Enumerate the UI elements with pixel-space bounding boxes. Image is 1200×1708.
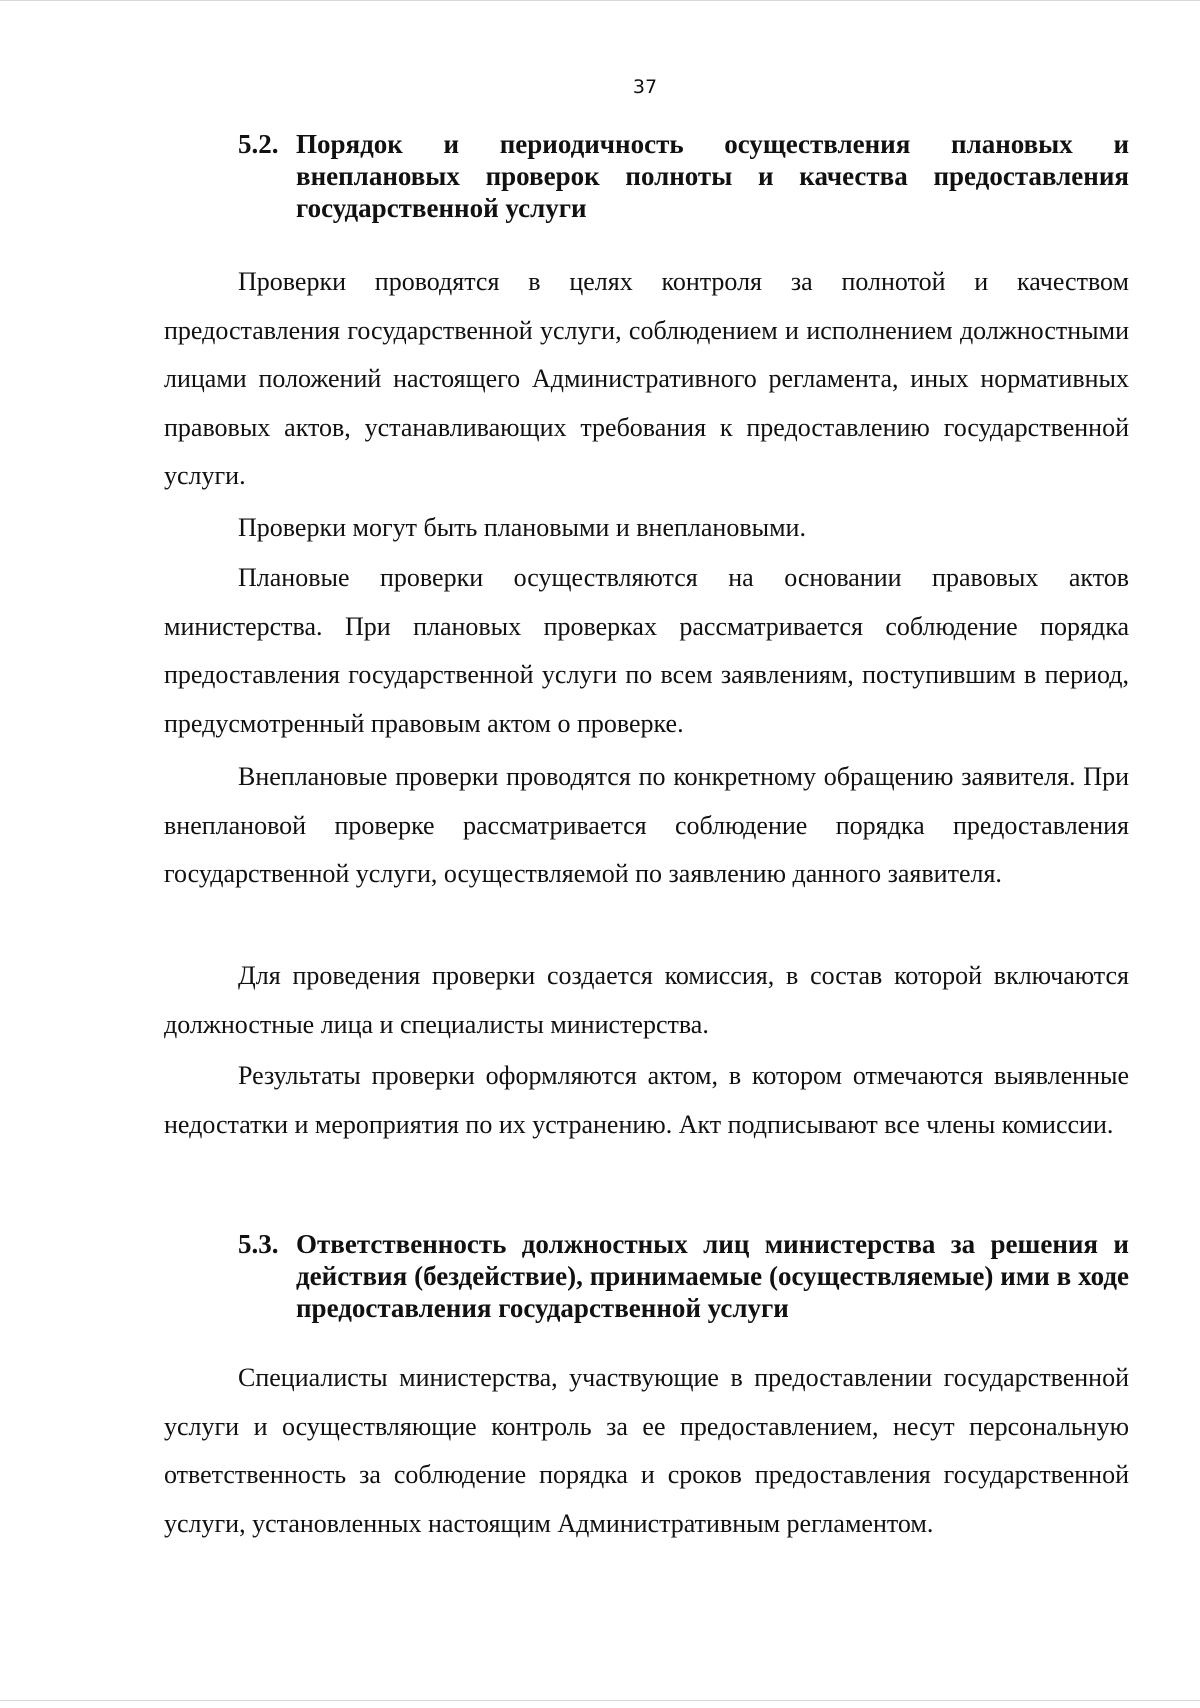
body-paragraph: Специалисты министерства, участвующие в предоставлении государственной услуги и осуществляющие контроль за ее предоставлением, несут персональную ответственность за соблюдение порядка и сроков предоставления государственной услуги, установленных настоящим Административным регламентом. (164, 1363, 1129, 1538)
body-paragraph: Для проведения проверки создается комиссия, в состав которой включаются должностные лица и специалисты министерства. (164, 961, 1129, 1039)
body-paragraph: Проверки проводятся в целях контроля за полнотой и качеством предоставления государственной услуги, соблюдением и исполнением должностными лицами положений настоящего Административного регламента, иных нормативных правовых актов, устанавливающих требования к предоставлению государственной услуги. (164, 267, 1129, 490)
section-title: Порядок и периодичность осуществления плановых и внеплановых проверок полноты и качества предоставления государственной услуги (296, 129, 1129, 223)
body-paragraph: Плановые проверки осуществляются на основании правовых актов министерства. При плановых проверках рассматривается соблюдение порядка предоставления государственной услуги по всем заявлениям, поступившим в период, предусмотренный правовым актом о проверке. (164, 563, 1129, 738)
body-paragraph: Результаты проверки оформляются актом, в котором отмечаются выявленные недостатки и мероприятия по их устранению. Акт подписывают все члены комиссии. (164, 1061, 1129, 1139)
body-paragraph: Внеплановые проверки проводятся по конкретному обращению заявителя. При внеплановой проверке рассматривается соблюдение порядка предоставления государственной услуги, осуществляемой по заявлению данного заявителя. (164, 762, 1129, 888)
section-title: Ответственность должностных лиц министерства за решения и действия (бездействие), принимаемые (осуществляемые) ими в ходе предоставления государственной услуги (296, 1229, 1129, 1323)
page-number: 37 (632, 76, 658, 98)
scan-edge-bottom (0, 1700, 1200, 1701)
scan-edge-top (0, 0, 1200, 1)
section-heading-5-3 (238, 1228, 1129, 1324)
section-number: 5.3. (238, 1229, 279, 1259)
section-number: 5.2. (238, 129, 279, 159)
body-paragraph: Проверки могут быть плановыми и внеплановыми. (238, 513, 806, 542)
section-heading-5-2 (238, 128, 1129, 224)
